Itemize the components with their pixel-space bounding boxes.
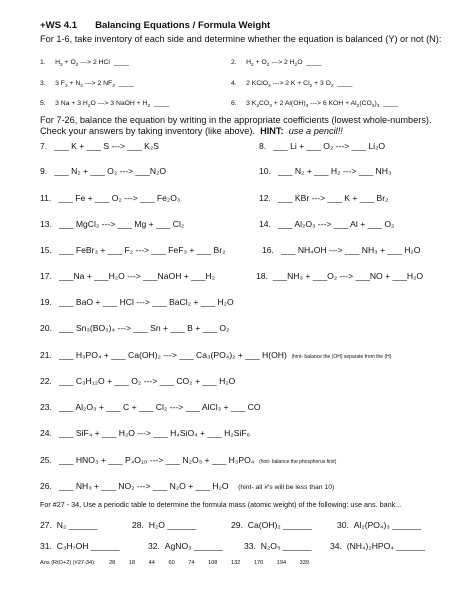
- answer-bank-value: 74: [188, 560, 195, 566]
- question-7: 7. ___ K + ___ S ---> ___ K₂S: [40, 141, 159, 151]
- equation-5: 5. 3 Na + 3 $H_2O$ ---> 3 NaOH + $H_2$ ____: [40, 100, 170, 109]
- question-23: 23. ___ Al₂O₃ + ___ C + ___ Cl₂ ---> ___ AlCl₃ + ___ CO: [40, 402, 261, 412]
- question-12: 12. ___ KBr ---> ___ K + ___ Br₂: [259, 193, 389, 203]
- question-18: 18. ___NH₃ + ___O₂ ---> ___NO + ___H₂O: [256, 271, 424, 281]
- hint-25: (hint- balance the phosphorus first): [259, 459, 337, 465]
- question-29: 29. Ca(OH)₂ ______: [231, 520, 312, 530]
- equation-3: 3. 3 $F_2 + N_2$ ---> 2 $NF_3$ ____: [40, 80, 134, 89]
- question-19: 19. ___ BaO + ___ HCl ---> ___ BaCl₂ + ___ H₂O: [40, 297, 234, 307]
- hint-26: (hint- all #'s will be less than 10): [238, 484, 335, 491]
- instructions-part2a: For 7-26, balance the equation by writing in the appropriate coefficients (lowest whole-numbers).: [40, 115, 432, 125]
- question-33: 33. N₂O₅ ______: [244, 541, 312, 551]
- answer-bank-value: 108: [208, 560, 218, 566]
- instructions-part1: For 1-6, take inventory of each side and determine whether the equation is balanced (Y) or not (N):: [40, 34, 442, 44]
- equation-4: 4. 2 KClO$_3$ ---> 2 $K + Cl_2 + 3$ $O_2$ ____: [231, 80, 353, 89]
- answer-bank-value: 60: [168, 560, 175, 566]
- question-11: 11. ___ Fe + ___ O₂ ---> ___ Fe₂O₃: [40, 193, 181, 203]
- question-14: 14. ___ Al₂O₃ ---> ___ Al + ___ O₂: [259, 219, 395, 229]
- question-31: 31. C₃H₇OH ______: [40, 541, 120, 551]
- answer-bank-label: Ans (RtO+2) (#27-34):: [40, 560, 96, 566]
- question-34: 34. (NH₄)₂HPO₄ ______: [330, 541, 425, 551]
- question-20: 20. ___ Sn₃(BO₃)₄ ---> ___ Sn + ___ B + ___ O₂: [40, 323, 230, 333]
- question-21: 21. ___ H₃PO₄ + ___ Ca(OH)₂ ---> ___ Ca₃(PO₄)₂ + ___ H(OH) (hint- balance the (OH) separate from the (H): [40, 350, 392, 360]
- equation-1: 1. $H_2 + O_2$ ---> 2 HCl ____: [40, 59, 129, 68]
- question-30: 30. Al₂(PO₄)₃ ______: [337, 520, 421, 530]
- instructions-part2b: Check your answers by taking inventory (like above). HINT: use a pencil!!: [40, 126, 343, 136]
- question-13: 13. ___ MgCl₂ ---> ___ Mg + ___ Cl₂: [40, 219, 185, 229]
- hint-21: (hint- balance the (OH) separate from the (H): [291, 354, 392, 360]
- question-22: 22. ___ C₃H₁₂O + ___ O₂ ---> ___ CO₂ + ___ H₂O: [40, 376, 236, 386]
- worksheet-code: +WS 4.1: [40, 20, 78, 31]
- answer-bank-value: 194: [276, 560, 287, 566]
- question-10: 10. ___ N₂ + ___ H₂ ---> ___ NH₃: [259, 166, 392, 176]
- question-8: 8. ___ Li + ___ O₂ ---> ___ Li₂O: [259, 141, 386, 151]
- question-26: 26. ___ NH₃ + ___ NO₂ ---> ___ N₂O + ___ H₂O (hint- all #'s will be less than 10): [40, 481, 335, 491]
- question-28: 28. H₂O ______: [132, 520, 197, 530]
- worksheet-title: [40, 20, 270, 31]
- answer-bank-value: 28: [109, 560, 116, 566]
- question-25: 25. ___ HNO₃ + ___ P₄O₁₀ ---> ___ N₂O₅ + ___ H₃PO₄ (hint- balance the phosphorus first): [40, 455, 337, 465]
- instructions-part3: For #27 - 34, Use a periodic table to determine the formula mass (atomic weight) of the following: use ans. bank...: [40, 500, 402, 509]
- question-15: 15. ___ FeBr₃ + ___ F₂ ---> ___ FeF₃ + ___ Br₂: [40, 245, 226, 255]
- question-9: 9. ___ N₂ + ___ O₂ ---> ___N₂O: [40, 166, 167, 176]
- answer-bank-value: 132: [230, 560, 241, 566]
- question-17: 17. ___Na + ___H₂O ---> ___NaOH + ___H₂: [40, 271, 216, 281]
- answer-bank-value: 18: [128, 560, 136, 566]
- answer-bank-value: 339: [299, 560, 310, 566]
- question-27: 27. N₂ ______: [40, 520, 98, 530]
- question-32: 32. AgNO₃ ______: [148, 541, 223, 551]
- question-24: 24. ___ SiF₄ + ___ H₂O ---> ___ H₄SiO₄ + ___ H₂SiF₆: [40, 428, 251, 438]
- answer-bank-value: 170: [253, 560, 264, 566]
- answer-bank-value: 44: [148, 560, 155, 566]
- equation-2: 2. $H_2 + O_2$ ---> 2 $H_2O$ ____: [231, 59, 322, 68]
- question-16: 16. ___ NH₄OH ---> ___ NH₃ + ___ H₂O: [262, 245, 421, 255]
- equation-6: 6. 3 $K_2CO_3 + 2$ $Al(OH)_3$ ---> 6 KOH + $Al_2(CO_3)_3$ ____: [231, 100, 399, 109]
- worksheet-heading: Balancing Equations / Formula Weight: [95, 20, 271, 31]
- answer-bank: [40, 560, 309, 566]
